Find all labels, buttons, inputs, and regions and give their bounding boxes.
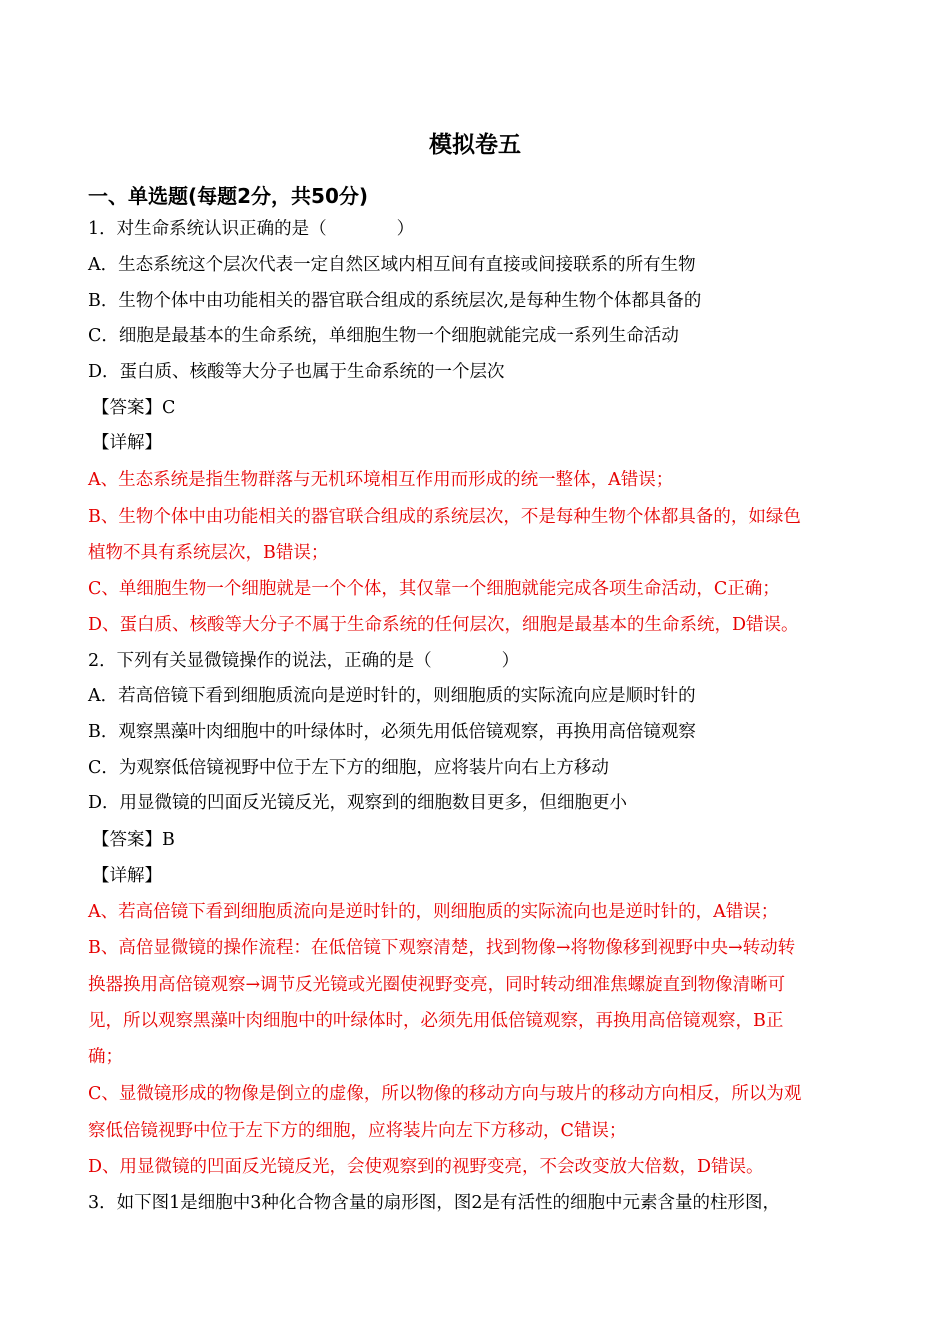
q2-explanation-line: C、显微镜形成的物像是倒立的虚像，所以物像的移动方向与玻片的移动方向相反，所以为观 — [88, 1084, 802, 1104]
q2-option-c: C．为观察低倍镜视野中位于左下方的细胞，应将装片向右上方移动 — [88, 758, 609, 778]
q1-explanation-line: B、生物个体中由功能相关的器官联合组成的系统层次，不是每种生物个体都具备的，如绿色 — [88, 507, 801, 527]
q2-stem: 2．下列有关显微镜操作的说法，正确的是（ ） — [88, 651, 520, 671]
q1-option-a: A．生态系统这个层次代表一定自然区域内相互间有直接或间接联系的所有生物 — [88, 255, 696, 275]
q2-explanation-line: 见，所以观察黑藻叶肉细胞中的叶绿体时，必须先用低倍镜观察，再换用高倍镜观察，B正 — [88, 1011, 784, 1031]
q2-explanation-line: 换器换用高倍镜观察→调节反光镜或光圈使视野变亮，同时转动细准焦螺旋直到物像清晰可 — [88, 975, 786, 995]
q1-option-d: D．蛋白质、核酸等大分子也属于生命系统的一个层次 — [88, 362, 505, 382]
q1-explanation-line: C、单细胞生物一个细胞就是一个个体，其仅靠一个细胞就能完成各项生命活动，C正确； — [88, 579, 780, 599]
q1-stem: 1．对生命系统认识正确的是（ ） — [88, 219, 415, 239]
q1-explanation-line: D、蛋白质、核酸等大分子不属于生命系统的任何层次，细胞是最基本的生命系统，D错误。 — [88, 615, 799, 635]
q1-detail-label: 【详解】 — [92, 433, 162, 453]
q2-explanation-line: A、若高倍镜下看到细胞质流向是逆时针的，则细胞质的实际流向也是逆时针的，A错误； — [88, 902, 779, 922]
q3-stem: 3．如下图1是细胞中3种化合物含量的扇形图，图2是有活性的细胞中元素含量的柱形图， — [88, 1193, 781, 1213]
q2-explanation-line: 确； — [88, 1047, 123, 1067]
q1-explanation-line: A、生态系统是指生物群落与无机环境相互作用而形成的统一整体，A错误； — [88, 470, 674, 490]
q2-option-d: D．用显微镜的凹面反光镜反光，观察到的细胞数目更多，但细胞更小 — [88, 793, 628, 813]
section-heading: 一、单选题(每题2分，共50分) — [88, 184, 369, 208]
q2-explanation-line: 察低倍镜视野中位于左下方的细胞，应将装片向左下方移动，C错误； — [88, 1121, 627, 1141]
q1-option-b: B．生物个体中由功能相关的器官联合组成的系统层次,是每种生物个体都具备的 — [88, 291, 702, 311]
q1-option-c: C．细胞是最基本的生命系统，单细胞生物一个细胞就能完成一系列生命活动 — [88, 326, 679, 346]
q2-explanation-line: D、用显微镜的凹面反光镜反光，会使观察到的视野变亮，不会改变放大倍数，D错误。 — [88, 1157, 764, 1177]
q1-explanation-line: 植物不具有系统层次，B错误； — [88, 543, 329, 563]
q2-explanation-line: B、高倍显微镜的操作流程：在低倍镜下观察清楚，找到物像→将物像移到视野中央→转动转 — [88, 938, 796, 958]
page-title: 模拟卷五 — [429, 132, 521, 158]
q2-option-b: B．观察黑藻叶肉细胞中的叶绿体时，必须先用低倍镜观察，再换用高倍镜观察 — [88, 722, 696, 742]
q1-answer: 【答案】C — [92, 398, 176, 418]
q2-answer: 【答案】B — [92, 830, 175, 850]
q2-detail-label: 【详解】 — [92, 866, 162, 886]
q2-option-a: A．若高倍镜下看到细胞质流向是逆时针的，则细胞质的实际流向应是顺时针的 — [88, 686, 696, 706]
